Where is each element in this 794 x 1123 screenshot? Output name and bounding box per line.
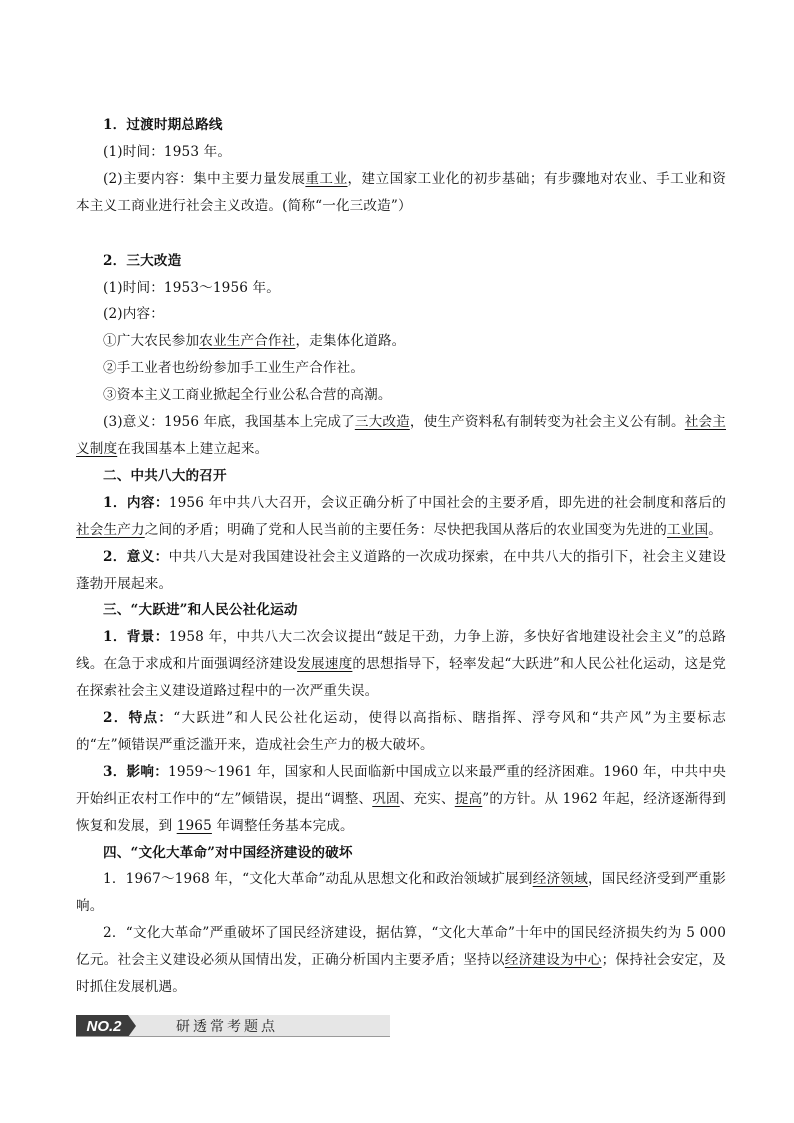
- section-2-title: 2．三大改造: [103, 252, 182, 269]
- text: 1958 年，中共八大二次会议提出“鼓足干劲，力争上游，多快好省地建设社会主义”的总路线。在急于求成和片面强调经济建设: [76, 629, 726, 673]
- keyword-underline: 三大改造: [354, 414, 410, 431]
- document-body: [76, 112, 726, 1001]
- text: 1．1967～1968 年，“文化大革命”动乱从思想文化和政治领域扩展到: [103, 871, 533, 888]
- label: 1．背景：: [103, 629, 169, 646]
- sec3-features: [76, 705, 726, 759]
- text: (3)意义：1956 年底，我国基本上完成了: [103, 414, 355, 431]
- text: ；保持社会安定，及时抓住发展机遇。: [76, 952, 726, 996]
- section-2-content-label: (2)内容：: [103, 306, 164, 323]
- spacer: [76, 220, 726, 248]
- text: 。: [708, 521, 722, 538]
- text: 、充实、: [399, 790, 455, 807]
- sec2-significance: [76, 544, 726, 598]
- text: ，国民经济受到严重影响。: [76, 871, 726, 915]
- keyword-underline: 经济领域: [532, 871, 588, 888]
- section-1-content: [76, 166, 726, 220]
- text: 之间的矛盾；明确了党和人民当前的主要任务：尽快把我国从落后的农业国变为先进的: [144, 521, 667, 538]
- heading-cultural-revolution: 四、“文化大革命”对中国经济建设的破坏: [103, 844, 353, 861]
- keyword-underline: 经济建设为中心: [504, 952, 602, 969]
- text: 1959～1961 年，国家和人民面临新中国成立以来最严重的经济困难。1960 年，中共中央开始纠正农村工作中的“左”倾错误，提出“调整、: [76, 763, 726, 807]
- section-banner-no2: [76, 1015, 390, 1037]
- text: ①广大农民参加: [103, 333, 200, 350]
- sec3-impact: [76, 759, 726, 840]
- keyword-underline: 提高: [454, 790, 483, 807]
- banner-badge-label: NO.2: [86, 1018, 122, 1035]
- sec4-p1: [76, 866, 726, 920]
- keyword-underline: 重工业: [305, 170, 348, 187]
- text: ，走集体化道路。: [295, 333, 406, 350]
- label: 2．特点：: [103, 710, 174, 727]
- text: “大跃进”和人民公社化运动，使得以高指标、瞎指挥、浮夸风和“共产风”为主要标志的“左”倾错误严重泛滥开来，造成社会生产力的极大破坏。: [76, 710, 726, 753]
- heading-great-leap-forward: 三、“大跃进”和人民公社化运动: [103, 602, 298, 619]
- section-2-time: (1)时间：1953～1956 年。: [103, 279, 281, 296]
- keyword-underline: 社会主义制度: [76, 414, 727, 457]
- section-1-title: 1．过渡时期总路线: [103, 117, 223, 133]
- banner-title: 研透常考题点: [176, 1019, 278, 1035]
- heading-ccp-8th-congress: 二、中共八大的召开: [103, 467, 227, 484]
- text: 年调整任务基本完成。: [211, 817, 354, 834]
- text: 2．“文化大革命”严重破坏了国民经济建设，据估算，“文化大革命”十年中的国民经济损失约为 5 000 亿元。社会主义建设必须从国情出发，正确分析国内主要矛盾；坚持以: [76, 925, 726, 969]
- label: 1．内容：: [103, 494, 169, 511]
- section-2-item-2: ②手工业者也纷纷参加手工业生产合作社。: [103, 360, 365, 377]
- text: ，建立国家工业化的初步基础；有步骤地对农业、手工业和资本主义工商业进行社会主义改造。(简称“一化三改造”）: [76, 170, 726, 214]
- text: 的思想指导下，轻率发起“大跃进”和人民公社化运动，这是党在探索社会主义建设道路过程中的一次严重失误。: [76, 656, 726, 700]
- keyword-underline: 巩固: [372, 790, 400, 807]
- text: 在我国基本上建立起来。: [117, 440, 269, 457]
- text: ，使生产资料私有制转变为社会主义公有制。: [409, 414, 685, 431]
- keyword-underline: 1965: [176, 817, 212, 834]
- label: 2．意义：: [103, 548, 169, 565]
- text: 1956 年中共八大召开，会议正确分析了中国社会的主要矛盾，即先进的社会制度和落后的: [168, 494, 726, 511]
- label: 3．影响：: [103, 763, 169, 780]
- sec3-background: [76, 624, 726, 705]
- section-2-significance: [76, 409, 726, 463]
- sec2-content: [76, 490, 726, 544]
- keyword-underline: 社会生产力: [76, 521, 145, 538]
- text: (2)主要内容：集中主要力量发展: [103, 170, 306, 187]
- section-2-item-3: ③资本主义工商业掀起全行业公私合营的高潮。: [103, 387, 392, 404]
- section-1-time: (1)时间：1953 年。: [103, 143, 232, 160]
- text: ”的方针。从 1962 年起，经济逐渐得到恢复和发展，到: [76, 790, 726, 834]
- sec4-p2: [76, 920, 726, 1001]
- keyword-underline: 发展速度: [297, 656, 353, 673]
- keyword-underline: 工业国: [666, 521, 709, 538]
- keyword-underline: 农业生产合作社: [199, 333, 296, 350]
- section-2-item-1: [76, 328, 726, 355]
- text: 中共八大是对我国建设社会主义道路的一次成功探索，在中共八大的指引下，社会主义建设蓬勃开展起来。: [76, 548, 726, 592]
